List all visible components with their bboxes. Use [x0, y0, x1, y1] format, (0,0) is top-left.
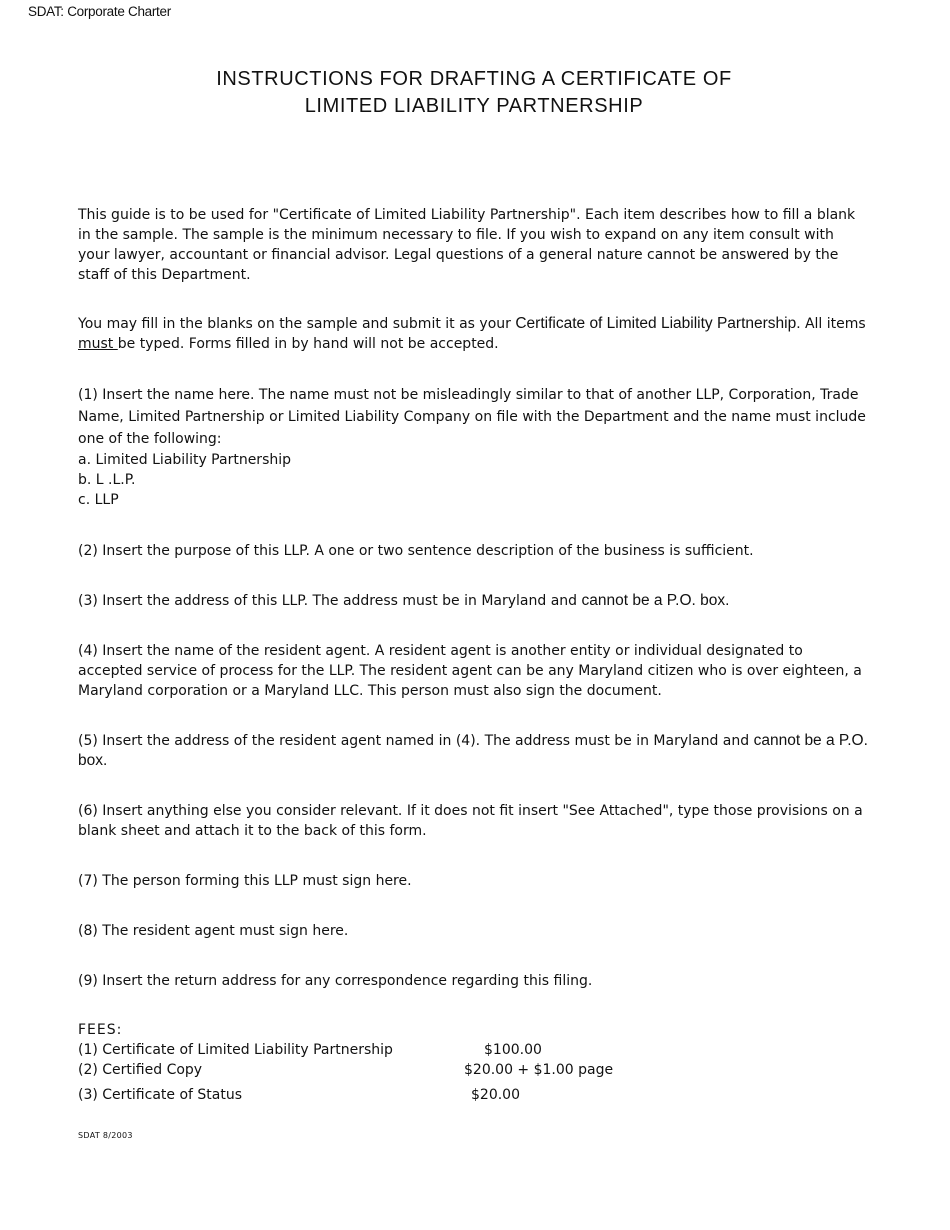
item-3	[78, 591, 868, 611]
item-1-option-a: a. Limited Liability Partnership	[78, 452, 292, 468]
fee-name: (3) Certificate of Status	[78, 1087, 243, 1103]
item-1-option-c: c. LLP	[78, 492, 119, 508]
item-5-text	[78, 731, 868, 771]
item-5	[78, 731, 868, 771]
fill-in-paragraph	[78, 314, 868, 354]
item-5-emphasis: cannot be a P.O. box.	[78, 732, 868, 769]
title-line-1: INSTRUCTIONS FOR DRAFTING A CERTIFICATE OF	[216, 68, 732, 90]
fill-in-text	[78, 314, 868, 354]
fee-row	[78, 1040, 778, 1060]
fee-amount: $20.00	[471, 1087, 520, 1103]
item-4	[78, 641, 868, 701]
fill-in-emphasis: Certificate of Limited Liability Partnership.	[515, 315, 801, 332]
item-1-text: (1) Insert the name here. The name must not be misleadingly similar to that of another LLP, Corporation, Trade Name, Limited Partnership or Limited Liability Company on file with the Department and the name must include one of the following:	[78, 387, 866, 447]
header-label: SDAT: Corporate Charter	[28, 4, 171, 19]
item-6	[78, 801, 878, 841]
item-8-text: (8) The resident agent must sign here.	[78, 923, 349, 939]
fee-amount: $20.00 + $1.00 page	[464, 1062, 614, 1078]
item-8	[78, 921, 868, 941]
item-3-main: (3) Insert the address of this LLP. The address must be in Maryland and	[78, 593, 582, 609]
item-1-option-b: b. L .L.P.	[78, 472, 136, 488]
fee-name: (2) Certified Copy	[78, 1062, 203, 1078]
item-9	[78, 971, 868, 991]
fees-section	[78, 1020, 778, 1105]
item-2	[78, 541, 868, 561]
intro-paragraph	[78, 205, 868, 285]
fill-in-part-1: You may fill in the blanks on the sample and submit it as your	[78, 316, 516, 332]
footer-label: SDAT 8/2003	[78, 1131, 133, 1140]
fee-row	[78, 1060, 778, 1080]
title-line-2: LIMITED LIABILITY PARTNERSHIP	[304, 95, 644, 117]
item-3-emphasis: cannot be a P.O. box.	[581, 592, 730, 609]
fill-in-part-3: be typed. Forms filled in by hand will not be accepted.	[117, 336, 499, 352]
item-1	[78, 384, 868, 510]
fill-in-part-2: All items	[800, 316, 866, 332]
item-4-text: (4) Insert the name of the resident agent. A resident agent is another entity or individual designated to accepted service of process for the LLP. The resident agent can be any Maryland citizen who is over eighteen, a Maryland corporation or a Maryland LLC. This person must also sign the document.	[78, 643, 862, 699]
fee-amount: $100.00	[484, 1042, 542, 1058]
item-6-text: (6) Insert anything else you consider relevant. If it does not fit insert "See Attached", type those provisions on a blank sheet and attach it to the back of this form.	[78, 803, 863, 839]
intro-text: This guide is to be used for "Certificate of Limited Liability Partnership". Each item describes how to fill a blank in the sample. The sample is the minimum necessary to file. If you wish to expand on any item consult with your lawyer, accountant or financial advisor. Legal questions of a general nature cannot be answered by the staff of this Department.	[78, 207, 856, 283]
item-3-text	[78, 591, 868, 611]
fill-in-underlined: must	[78, 336, 118, 352]
item-9-text: (9) Insert the return address for any correspondence regarding this filing.	[78, 973, 593, 989]
item-7	[78, 871, 868, 891]
fees-title: FEES:	[78, 1022, 123, 1038]
item-7-text: (7) The person forming this LLP must sign here.	[78, 873, 412, 889]
page-title	[0, 66, 948, 120]
fee-name: (1) Certificate of Limited Liability Partnership	[78, 1042, 393, 1058]
item-2-text: (2) Insert the purpose of this LLP. A one or two sentence description of the business is sufficient.	[78, 543, 754, 559]
fee-row	[78, 1085, 778, 1105]
item-5-main: (5) Insert the address of the resident agent named in (4). The address must be in Maryland and	[78, 733, 754, 749]
